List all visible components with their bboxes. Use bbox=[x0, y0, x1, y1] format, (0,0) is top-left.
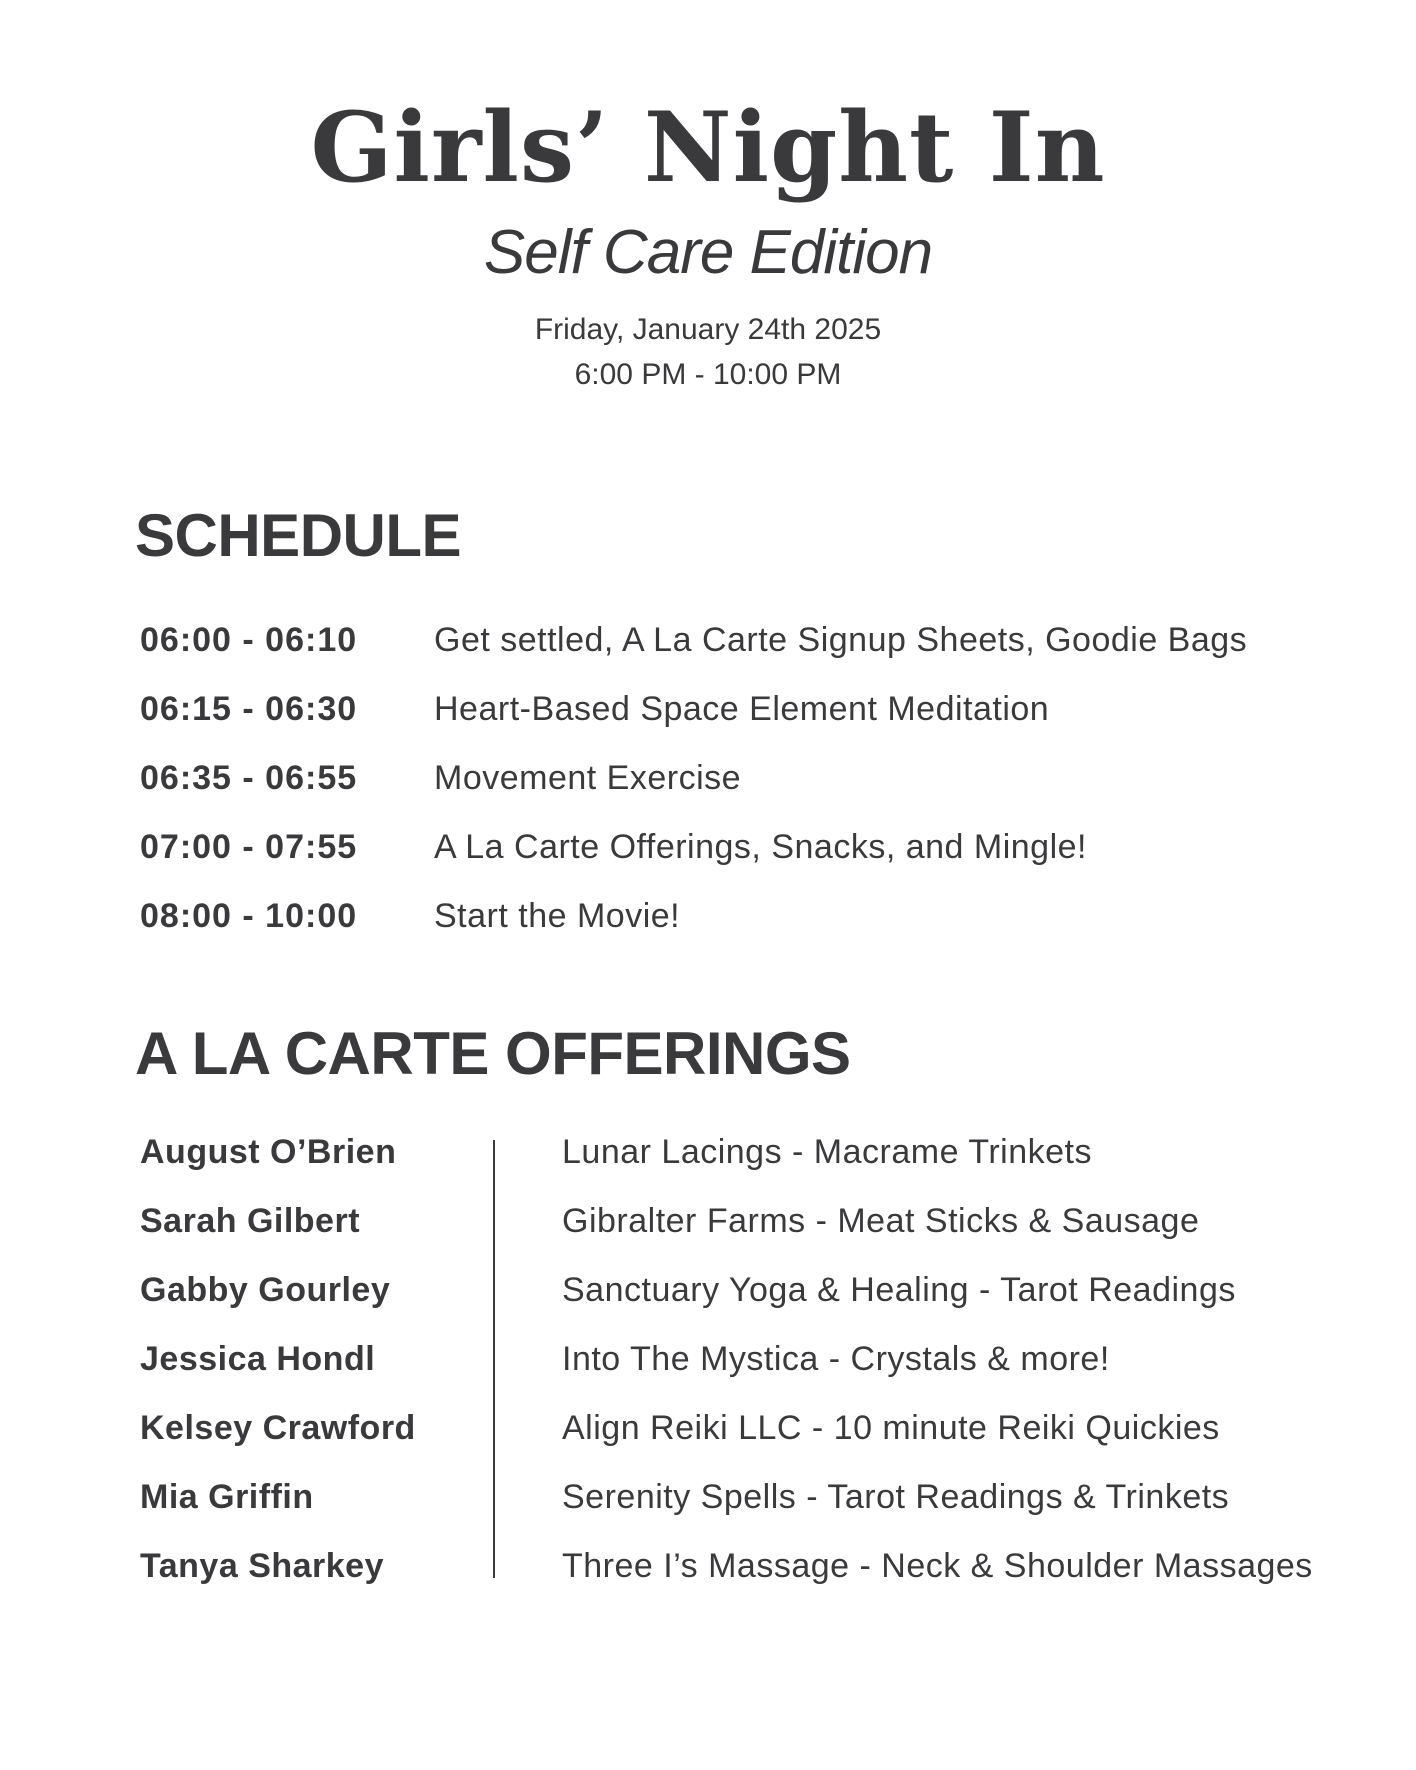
schedule-heading: SCHEDULE bbox=[135, 502, 462, 569]
vendor-name: Jessica Hondl bbox=[140, 1340, 376, 1378]
schedule-time: 06:15 - 06:30 bbox=[140, 690, 358, 728]
schedule-row bbox=[140, 606, 1340, 675]
event-time: 6:00 PM - 10:00 PM bbox=[574, 358, 842, 391]
offering-row bbox=[140, 1463, 1340, 1532]
vendor-name: Mia Griffin bbox=[140, 1478, 314, 1516]
schedule-list bbox=[140, 606, 1340, 951]
vendor-name: August O’Brien bbox=[140, 1133, 397, 1171]
vendor-name: Kelsey Crawford bbox=[140, 1409, 416, 1447]
vendor-offering: Align Reiki LLC - 10 minute Reiki Quickies bbox=[562, 1409, 1220, 1447]
event-subtitle: Self Care Edition bbox=[483, 218, 933, 287]
vendor-name: Sarah Gilbert bbox=[140, 1202, 361, 1240]
schedule-time: 06:00 - 06:10 bbox=[140, 621, 358, 659]
schedule-activity: Heart-Based Space Element Meditation bbox=[434, 690, 1050, 728]
schedule-time: 06:35 - 06:55 bbox=[140, 759, 358, 797]
offerings-heading: A LA CARTE OFFERINGS bbox=[135, 1020, 851, 1087]
vendor-offering: Lunar Lacings - Macrame Trinkets bbox=[562, 1133, 1092, 1171]
event-title: Girls’ Night In bbox=[310, 91, 1106, 204]
vendor-name: Tanya Sharkey bbox=[140, 1547, 385, 1585]
event-date: Friday, January 24th 2025 bbox=[534, 313, 882, 346]
schedule-row bbox=[140, 675, 1340, 744]
offering-row bbox=[140, 1325, 1340, 1394]
vendor-name: Gabby Gourley bbox=[140, 1271, 391, 1309]
vendor-offering: Gibralter Farms - Meat Sticks & Sausage bbox=[562, 1202, 1200, 1240]
vendor-offering: Three I’s Massage - Neck & Shoulder Massages bbox=[562, 1547, 1313, 1585]
schedule-activity: Start the Movie! bbox=[434, 897, 681, 935]
vendor-offering: Serenity Spells - Tarot Readings & Trinkets bbox=[562, 1478, 1230, 1516]
schedule-time: 08:00 - 10:00 bbox=[140, 897, 358, 935]
offering-row bbox=[140, 1532, 1340, 1601]
offering-row bbox=[140, 1394, 1340, 1463]
schedule-activity: A La Carte Offerings, Snacks, and Mingle! bbox=[434, 828, 1087, 866]
vendor-offering: Into The Mystica - Crystals & more! bbox=[562, 1340, 1110, 1378]
offering-row bbox=[140, 1256, 1340, 1325]
vendor-offering: Sanctuary Yoga & Healing - Tarot Readings bbox=[562, 1271, 1236, 1309]
offering-row bbox=[140, 1187, 1340, 1256]
offering-row bbox=[140, 1118, 1340, 1187]
schedule-activity: Movement Exercise bbox=[434, 759, 742, 797]
schedule-row bbox=[140, 882, 1340, 951]
offerings-list bbox=[140, 1118, 1340, 1601]
schedule-time: 07:00 - 07:55 bbox=[140, 828, 358, 866]
schedule-row bbox=[140, 813, 1340, 882]
schedule-activity: Get settled, A La Carte Signup Sheets, Goodie Bags bbox=[434, 621, 1248, 659]
schedule-row bbox=[140, 744, 1340, 813]
